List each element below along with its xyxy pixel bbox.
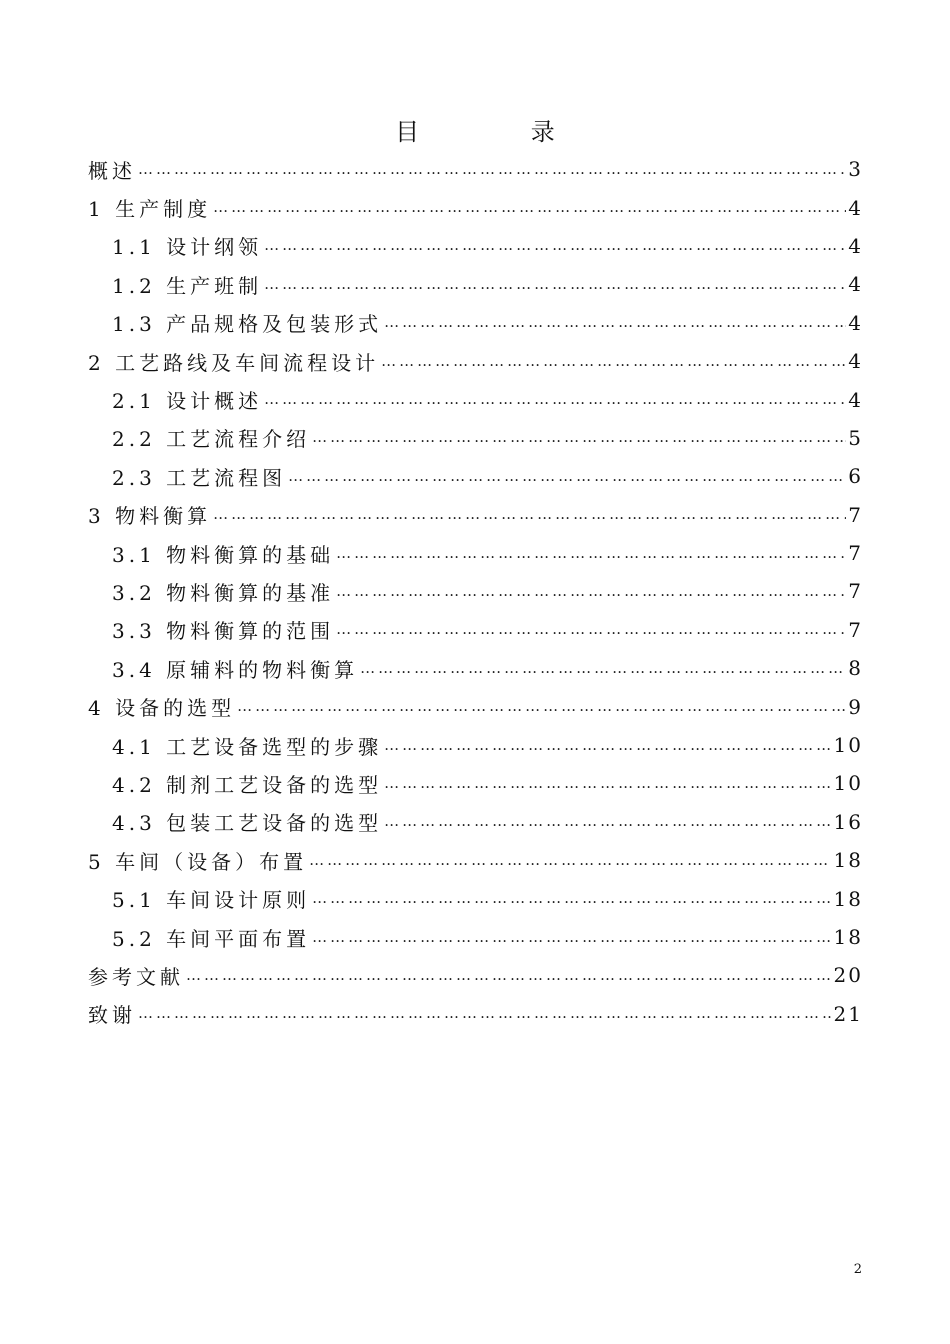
table-of-contents — [88, 150, 863, 1033]
toc-entry-label: 4 设备的选型 — [88, 696, 236, 721]
toc-entry — [88, 496, 863, 534]
toc-entry — [88, 879, 863, 917]
toc-entry — [88, 304, 863, 342]
toc-entry-page: 7 — [848, 502, 863, 527]
toc-entry-page: 18 — [833, 925, 863, 949]
toc-entry-page: 4 — [848, 349, 863, 374]
dot-leader — [264, 392, 846, 407]
toc-entry-label: 5.1 车间设计原则 — [112, 888, 311, 913]
toc-entry — [88, 803, 863, 841]
toc-entry-label: 1.2 生产班制 — [112, 273, 263, 298]
toc-entry-page: 18 — [833, 886, 863, 911]
toc-entry-label: 5.2 车间平面布置 — [112, 926, 311, 951]
toc-entry-page: 4 — [848, 310, 863, 335]
toc-entry-page: 18 — [833, 848, 863, 873]
toc-entry — [88, 611, 863, 649]
toc-entry-label: 1.3 产品规格及包装形式 — [112, 312, 383, 337]
dot-leader — [384, 315, 846, 330]
toc-entry-label: 2.3 工艺流程图 — [112, 465, 287, 490]
dot-leader — [138, 1006, 832, 1021]
toc-title: 目 录 — [395, 118, 607, 146]
dot-leader — [264, 277, 846, 292]
toc-entry — [88, 342, 863, 380]
toc-entry-page: 16 — [833, 809, 863, 834]
toc-entry-label: 1 生产制度 — [88, 197, 212, 222]
toc-entry — [88, 841, 863, 879]
toc-entry — [88, 956, 863, 994]
dot-leader — [312, 891, 831, 906]
toc-entry-page: 20 — [833, 963, 863, 988]
toc-entry-page: 7 — [848, 541, 863, 566]
toc-entry — [88, 764, 863, 802]
toc-entry — [88, 572, 863, 610]
toc-entry-page: 3 — [848, 157, 863, 182]
toc-entry — [88, 995, 863, 1033]
dot-leader — [288, 469, 846, 484]
dot-leader — [360, 661, 846, 676]
toc-entry-label: 2.1 设计概述 — [112, 389, 263, 414]
toc-entry-label: 3.2 物料衡算的基准 — [112, 580, 335, 605]
toc-entry — [88, 457, 863, 495]
dot-leader — [312, 930, 831, 945]
toc-entry — [88, 265, 863, 303]
dot-leader — [336, 584, 846, 599]
toc-entry-page: 9 — [848, 694, 863, 719]
toc-entry-label: 2 工艺路线及车间流程设计 — [88, 350, 380, 375]
dot-leader — [213, 507, 846, 522]
toc-entry — [88, 649, 863, 687]
toc-entry — [88, 687, 863, 725]
toc-entry-page: 6 — [848, 464, 863, 489]
dot-leader — [336, 622, 846, 637]
toc-entry-label: 3.3 物料衡算的范围 — [112, 619, 335, 644]
dot-leader — [138, 162, 846, 177]
toc-entry-page: 5 — [848, 425, 863, 450]
toc-entry — [88, 419, 863, 457]
toc-entry-label: 5 车间（设备）布置 — [88, 849, 308, 874]
toc-entry-page: 4 — [848, 195, 863, 220]
dot-leader — [336, 546, 846, 561]
dot-leader — [264, 238, 846, 253]
toc-entry-label: 致谢 — [88, 1003, 136, 1028]
toc-entry-label: 1.1 设计纲领 — [112, 235, 263, 260]
toc-entry-label: 4.2 制剂工艺设备的选型 — [112, 772, 383, 797]
toc-entry-label: 3 物料衡算 — [88, 504, 212, 529]
dot-leader — [381, 354, 846, 369]
dot-leader — [237, 699, 846, 714]
toc-entry-label: 参考文献 — [88, 964, 184, 989]
toc-entry — [88, 188, 863, 226]
page-number: 2 — [853, 1262, 862, 1277]
dot-leader — [213, 200, 846, 215]
toc-entry — [88, 380, 863, 418]
toc-entry-page: 7 — [848, 617, 863, 642]
toc-entry-page: 10 — [833, 771, 863, 796]
toc-entry-page: 21 — [833, 1001, 863, 1026]
toc-entry-label: 4.1 工艺设备选型的步骤 — [112, 734, 383, 759]
dot-leader — [384, 776, 831, 791]
toc-entry-label: 概述 — [88, 158, 136, 183]
toc-entry-page: 4 — [848, 387, 863, 412]
toc-entry-label: 4.3 包装工艺设备的选型 — [112, 811, 383, 836]
toc-entry-page: 7 — [848, 579, 863, 604]
toc-entry-page: 8 — [848, 656, 863, 681]
dot-leader — [384, 738, 831, 753]
toc-entry-page: 4 — [848, 272, 863, 297]
toc-entry — [88, 534, 863, 572]
toc-entry-label: 3.4 原辅料的物料衡算 — [112, 657, 359, 682]
dot-leader — [312, 430, 846, 445]
toc-entry-page: 10 — [833, 733, 863, 758]
toc-entry — [88, 150, 863, 188]
toc-entry — [88, 918, 863, 956]
toc-entry-label: 3.1 物料衡算的基础 — [112, 542, 335, 567]
toc-entry — [88, 227, 863, 265]
dot-leader — [309, 853, 831, 868]
dot-leader — [384, 814, 831, 829]
toc-entry-label: 2.2 工艺流程介绍 — [112, 427, 311, 452]
toc-entry-page: 4 — [848, 233, 863, 258]
toc-entry — [88, 726, 863, 764]
dot-leader — [186, 968, 832, 983]
